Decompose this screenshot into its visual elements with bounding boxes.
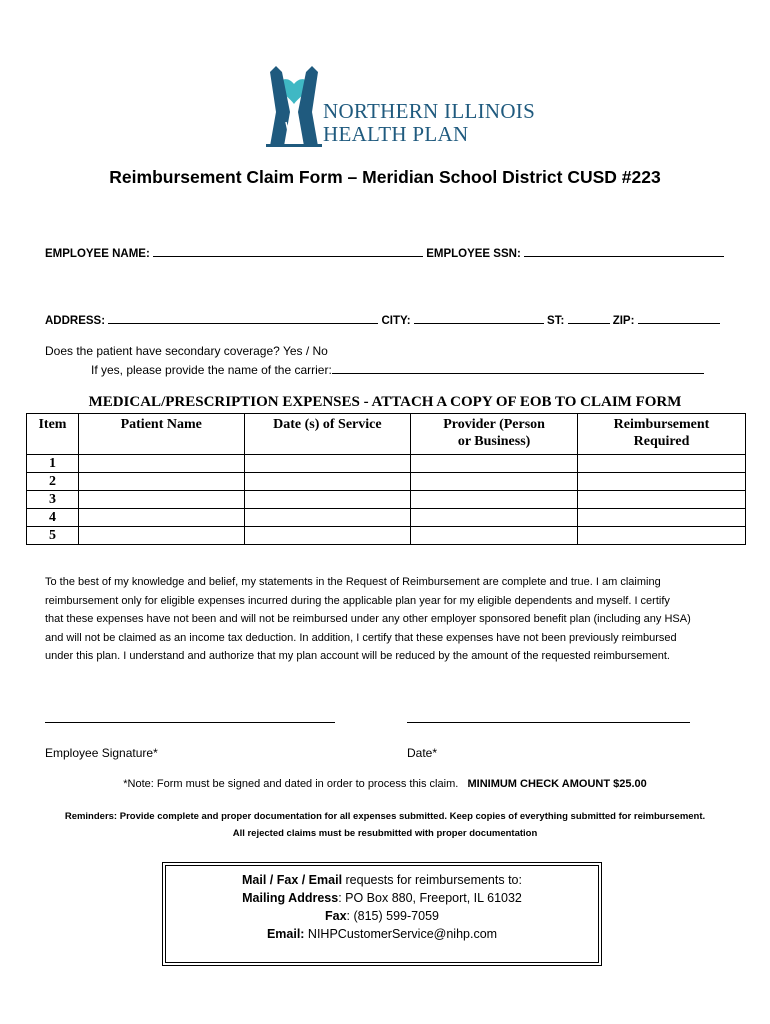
date-line[interactable] xyxy=(407,722,690,723)
reimbursement-cell[interactable] xyxy=(578,509,746,527)
table-row xyxy=(27,491,746,509)
date-label: Date* xyxy=(407,746,438,760)
provider-cell[interactable] xyxy=(411,491,578,509)
expenses-header-row xyxy=(27,414,746,455)
state-label: ST: xyxy=(547,315,565,327)
logo-line-2: HEALTH PLAN xyxy=(323,122,469,146)
state-field[interactable] xyxy=(568,312,610,324)
patient-name-cell[interactable] xyxy=(78,509,244,527)
logo-line-1: NORTHERN ILLINOIS xyxy=(323,99,536,123)
minimum-check-amount: MINIMUM CHECK AMOUNT $25.00 xyxy=(467,778,647,790)
col-date-of-service: Date (s) of Service xyxy=(244,414,411,455)
col-item: Item xyxy=(27,414,79,455)
expenses-heading: MEDICAL/PRESCRIPTION EXPENSES - ATTACH A COPY OF EOB TO CLAIM FORM xyxy=(88,394,682,410)
table-row xyxy=(27,473,746,491)
certification-statement xyxy=(45,573,735,666)
table-row xyxy=(27,509,746,527)
item-number: 3 xyxy=(27,491,79,509)
item-number: 4 xyxy=(27,509,79,527)
email-value[interactable]: NIHPCustomerService@nihp.com xyxy=(304,927,498,941)
employee-name-field[interactable] xyxy=(153,245,423,257)
employee-ssn-field[interactable] xyxy=(524,245,724,257)
city-label: CITY: xyxy=(381,315,411,327)
employee-ssn-label: EMPLOYEE SSN: xyxy=(426,248,521,260)
statement-line: under this plan. I understand and authorize that my plan account will be reduced by the amount of the requested reimbursement. xyxy=(45,650,670,662)
date-cell[interactable] xyxy=(244,509,411,527)
heart-hands-icon xyxy=(266,62,322,148)
employee-row xyxy=(45,245,724,260)
provider-cell[interactable] xyxy=(411,473,578,491)
fax xyxy=(163,909,601,923)
patient-name-cell[interactable] xyxy=(78,473,244,491)
date-cell[interactable] xyxy=(244,527,411,545)
carrier-row xyxy=(91,362,704,377)
col-reimbursement: Reimbursement Required xyxy=(578,414,746,455)
provider-cell[interactable] xyxy=(411,527,578,545)
statement-line: and will not be claimed as an income tax deduction. In addition, I certify that these expenses have not been previously reimbursed xyxy=(45,631,677,644)
contact-intro-rest: requests for reimbursements to: xyxy=(342,873,522,887)
contact-box xyxy=(162,862,602,966)
employee-signature-label: Employee Signature* xyxy=(45,746,158,760)
form-title: Reimbursement Claim Form – Meridian School District CUSD #223 xyxy=(109,167,661,187)
secondary-coverage-question: Does the patient have secondary coverage? Yes / No xyxy=(45,344,328,358)
note xyxy=(0,778,770,790)
employee-name-label: EMPLOYEE NAME: xyxy=(45,248,150,260)
address-row xyxy=(45,312,720,327)
mailing-address-value: : PO Box 880, Freeport, IL 61032 xyxy=(338,891,522,905)
fax-label: Fax xyxy=(325,909,347,923)
reimbursement-cell[interactable] xyxy=(578,473,746,491)
date-cell[interactable] xyxy=(244,473,411,491)
nihp-logo xyxy=(266,62,536,152)
fax-value: : (815) 599-7059 xyxy=(346,909,439,923)
address-field[interactable] xyxy=(108,312,378,324)
reminders-line-2: All rejected claims must be resubmitted with proper documentation xyxy=(232,828,538,839)
expenses-table xyxy=(26,413,746,545)
date-cell[interactable] xyxy=(244,491,411,509)
table-row xyxy=(27,527,746,545)
item-number: 1 xyxy=(27,455,79,473)
contact-intro xyxy=(163,873,601,887)
note-text: *Note: Form must be signed and dated in order to process this claim. xyxy=(123,778,459,790)
col-patient-name: Patient Name xyxy=(78,414,244,455)
reimbursement-cell[interactable] xyxy=(578,527,746,545)
address-label: ADDRESS: xyxy=(45,315,106,327)
email-label: Email: xyxy=(266,927,305,941)
statement-line: reimbursement only for eligible expenses incurred during the applicable plan year for my eligible dependents and myself. I certify xyxy=(45,594,670,607)
mailing-address-label: Mailing Address xyxy=(242,891,339,905)
contact-intro-bold: Mail / Fax / Email xyxy=(242,873,343,887)
statement-line: that these expenses have not been and will not be reimbursed under any other employer sponsored benefit plan (including any HSA) xyxy=(45,613,691,625)
zip-field[interactable] xyxy=(638,312,720,324)
provider-cell[interactable] xyxy=(411,509,578,527)
patient-name-cell[interactable] xyxy=(78,527,244,545)
employee-signature-line[interactable] xyxy=(45,722,335,723)
city-field[interactable] xyxy=(414,312,544,324)
provider-cell[interactable] xyxy=(411,455,578,473)
zip-label: ZIP: xyxy=(612,315,635,327)
item-number: 2 xyxy=(27,473,79,491)
carrier-field[interactable] xyxy=(332,362,704,374)
item-number: 5 xyxy=(27,527,79,545)
carrier-label: If yes, please provide the name of the carrier: xyxy=(91,363,332,377)
mailing-address xyxy=(163,891,601,905)
reimbursement-cell[interactable] xyxy=(578,455,746,473)
table-row xyxy=(27,455,746,473)
reminders-line-1: Reminders: Provide complete and proper documentation for all expenses submitted. Keep copies of everything submitted for reimbursement. xyxy=(64,811,706,822)
date-cell[interactable] xyxy=(244,455,411,473)
email xyxy=(163,927,601,941)
patient-name-cell[interactable] xyxy=(78,491,244,509)
patient-name-cell[interactable] xyxy=(78,455,244,473)
col-provider: Provider (Person or Business) xyxy=(411,414,578,455)
statement-line: To the best of my knowledge and belief, my statements in the Request of Reimbursement are complete and true. I am claiming xyxy=(45,576,661,588)
reimbursement-cell[interactable] xyxy=(578,491,746,509)
